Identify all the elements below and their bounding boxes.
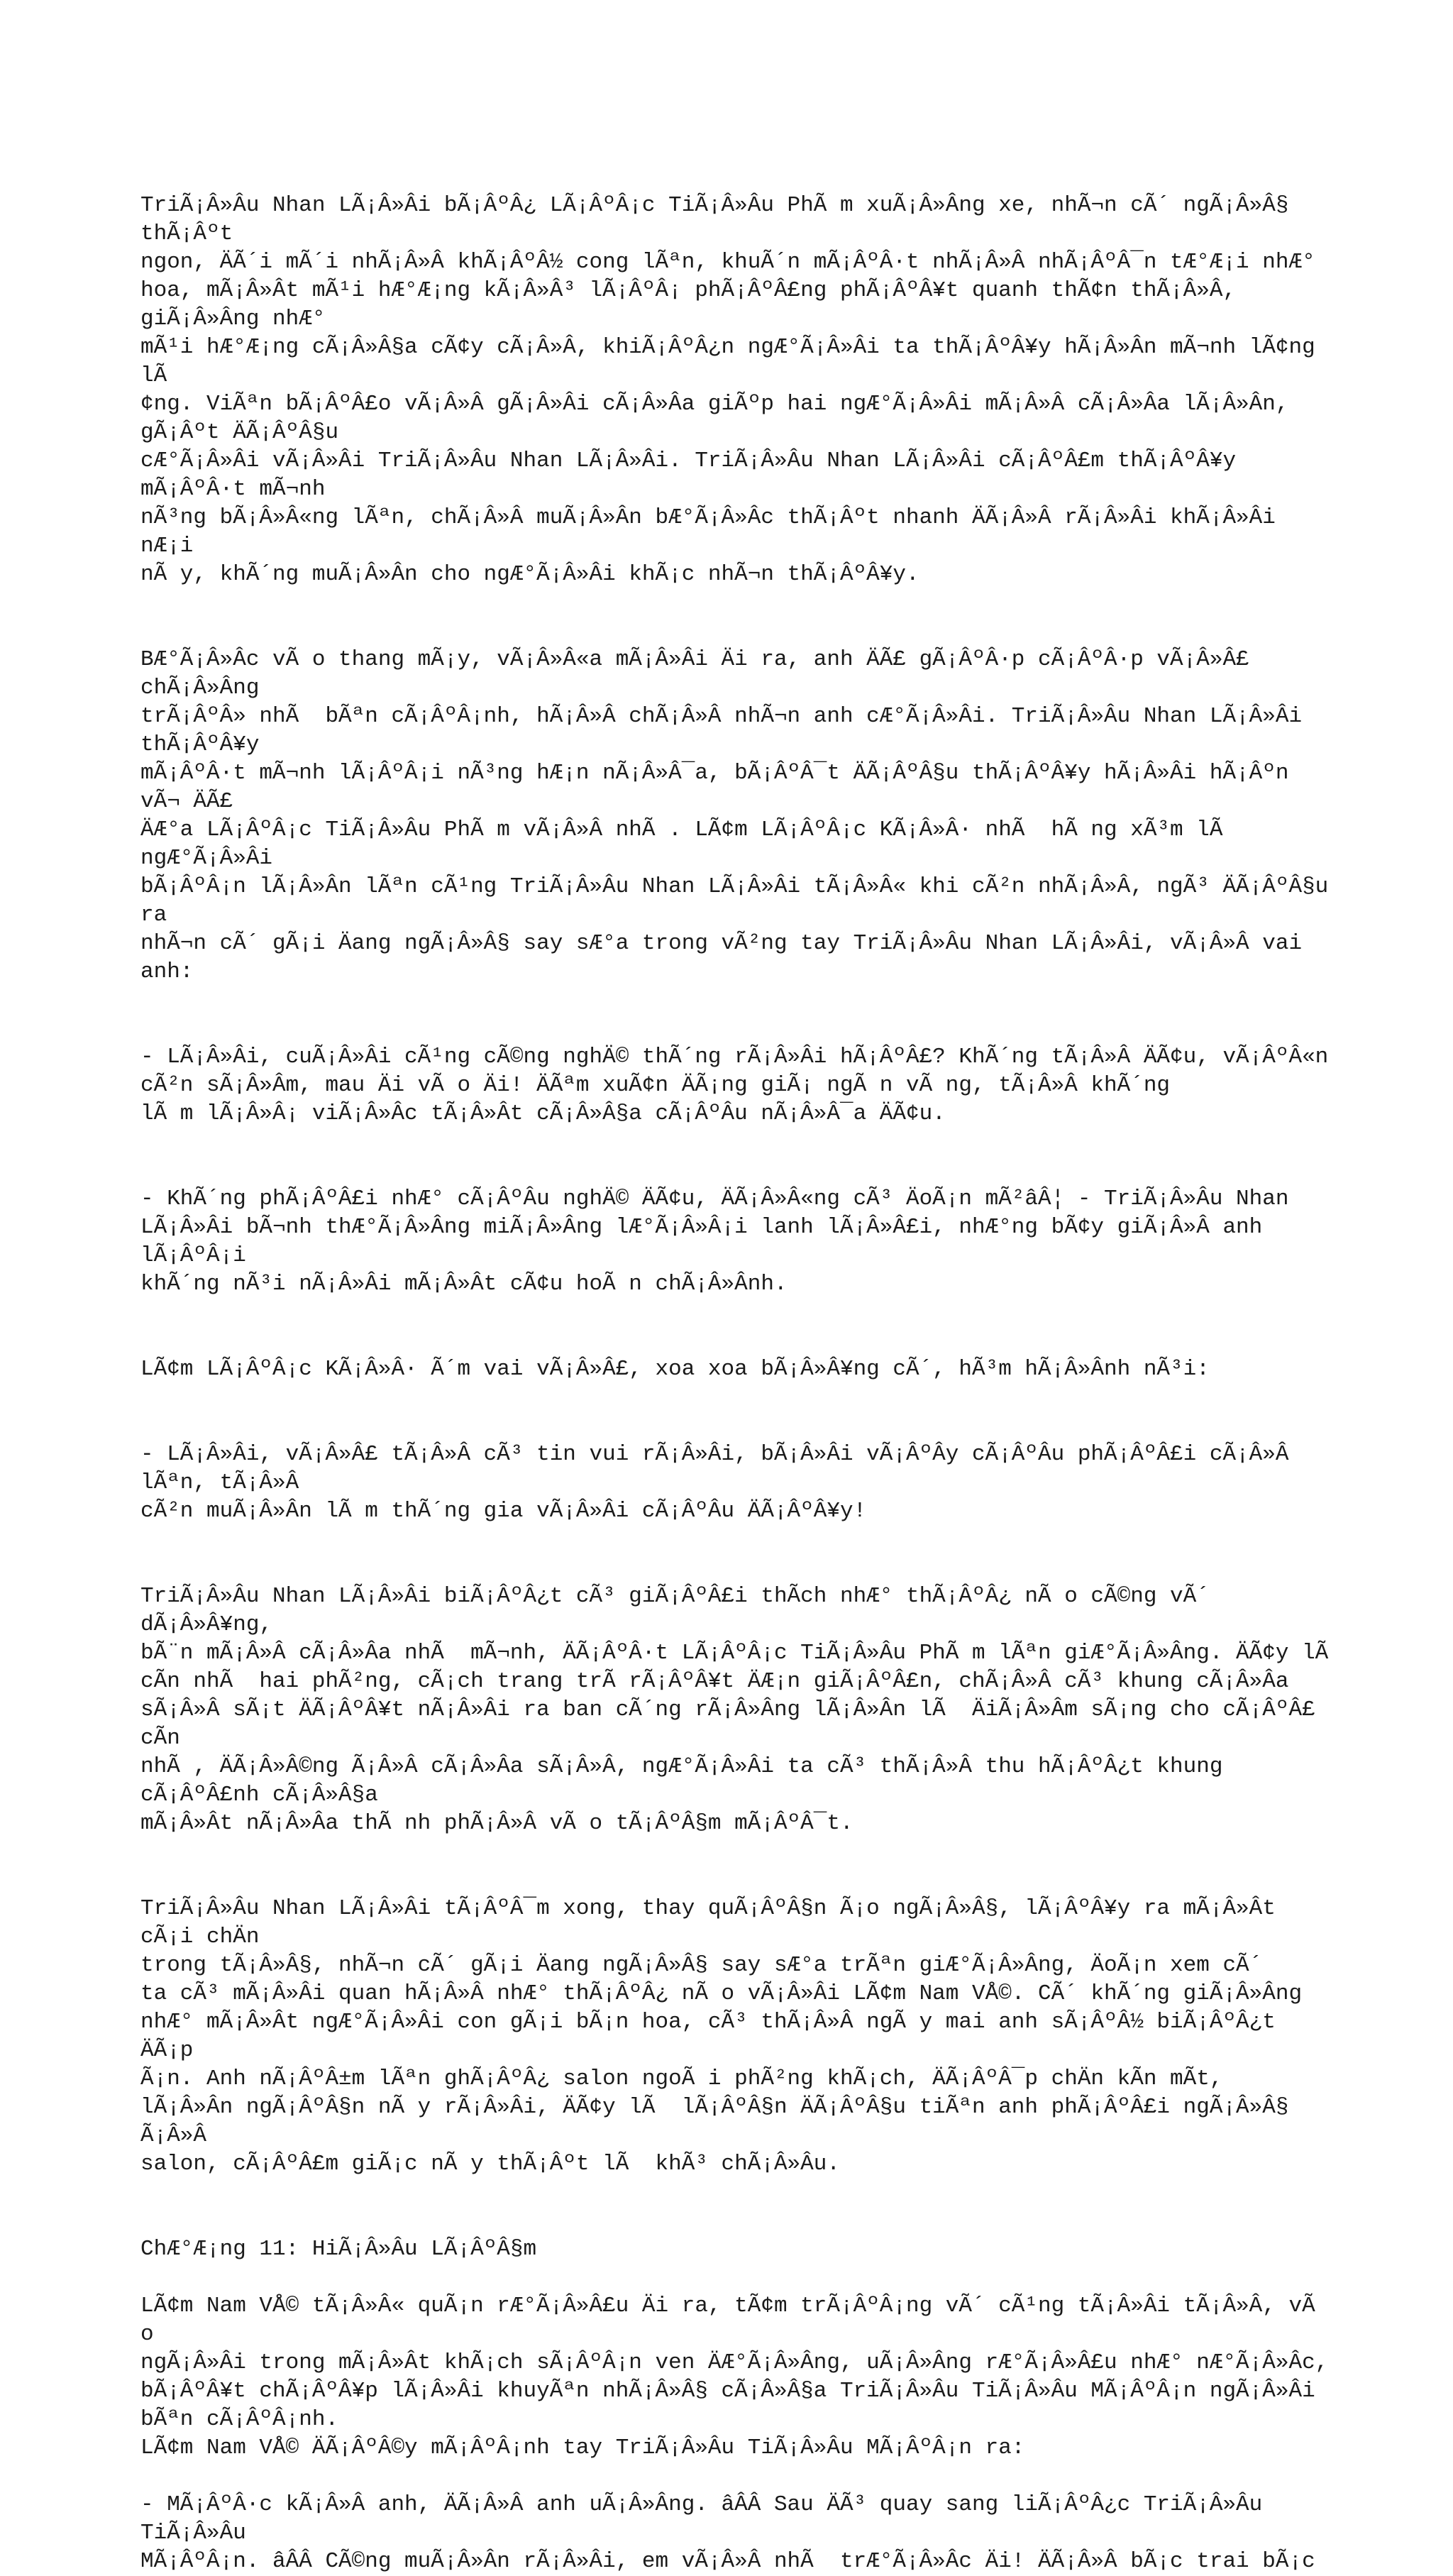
document-page <box>140 192 1332 2576</box>
chapter-heading: ChÆ°Æ¡ng 11: HiÃ¡Â»Âu LÃ¡ÂºÂ§m <box>140 2237 537 2262</box>
paragraph-2: BÆ°Ã¡Â»Âc vÃ o thang mÃ¡y, vÃ¡Â»Â«a mÃ¡Â»Âi Äi ra, anh ÄÃ£ gÃ¡ÂºÂ·p cÃ¡ÂºÂ·p vÃ¡Â»Â£ chÃ¡Â»Âng trÃ¡ÂºÂ» nhÃ bÃªn cÃ¡ÂºÂ¡nh, hÃ¡Â»Â chÃ¡Â»Â nhÃ¬n anh cÆ°Ã¡Â»Âi. TriÃ¡Â»Âu Nhan LÃ¡Â»Âi thÃ¡ÂºÂ¥y mÃ¡ÂºÂ·t mÃ¬nh lÃ¡ÂºÂ¡i nÃ³ng hÆ¡n nÃ¡Â»Â¯a, bÃ¡ÂºÂ¯t ÄÃ¡ÂºÂ§u thÃ¡ÂºÂ¥y hÃ¡Â»Âi hÃ¡Âºn vÃ¬ ÄÃ£ ÄÆ°a LÃ¡ÂºÂ¡c TiÃ¡Â»Âu PhÃ m vÃ¡Â»Â nhÃ . LÃ¢m LÃ¡ÂºÂ¡c KÃ¡Â»Â· nhÃ hÃ ng xÃ³m lÃ ngÆ°Ã¡Â»Âi bÃ¡ÂºÂ¡n lÃ¡Â»Ân lÃªn cÃ¹ng TriÃ¡Â»Âu Nhan LÃ¡Â»Âi tÃ¡Â»Â« khi cÃ²n nhÃ¡Â»Â, ngÃ³ ÄÃ¡ÂºÂ§u ra nhÃ¬n cÃ´ gÃ¡i Äang ngÃ¡Â»Â§ say sÆ°a trong vÃ²ng tay TriÃ¡Â»Âu Nhan LÃ¡Â»Âi, vÃ¡Â»Â vai anh: <box>140 647 1329 984</box>
paragraph-7: TriÃ¡Â»Âu Nhan LÃ¡Â»Âi biÃ¡ÂºÂ¿t cÃ³ giÃ¡ÂºÂ£i thÃch nhÆ° thÃ¡ÂºÂ¿ nÃ o cÃ©ng vÃ´ dÃ¡Â»Â¥ng, bÃ¨n mÃ¡Â»Â cÃ¡Â»Âa nhÃ mÃ¬nh, ÄÃ¡ÂºÂ·t LÃ¡ÂºÂ¡c TiÃ¡Â»Âu PhÃ m lÃªn giÆ°Ã¡Â»Âng. ÄÃ¢y lÃ cÃn nhÃ hai phÃ²ng, cÃ¡ch trang trÃ rÃ¡ÂºÂ¥t ÄÆ¡n giÃ¡ÂºÂ£n, chÃ¡Â»Â cÃ³ khung cÃ¡Â»Âa sÃ¡Â»Â sÃ¡t ÄÃ¡ÂºÂ¥t nÃ¡Â»Âi ra ban cÃ´ng rÃ¡Â»Âng lÃ¡Â»Ân lÃ ÄiÃ¡Â»Âm sÃ¡ng cho cÃ¡ÂºÂ£ cÃn nhÃ , ÄÃ¡Â»Â©ng Ã¡Â»Â cÃ¡Â»Âa sÃ¡Â»Â, ngÆ°Ã¡Â»Âi ta cÃ³ thÃ¡Â»Â thu hÃ¡ÂºÂ¿t khung cÃ¡ÂºÂ£nh cÃ¡Â»Â§a mÃ¡Â»Ât nÃ¡Â»Âa thÃ nh phÃ¡Â»Â vÃ o tÃ¡ÂºÂ§m mÃ¡ÂºÂ¯t. <box>140 1584 1329 1836</box>
paragraph-9: LÃ¢m Nam VÅ© tÃ¡Â»Â« quÃ¡n rÆ°Ã¡Â»Â£u Äi ra, tÃ¢m trÃ¡ÂºÂ¡ng vÃ´ cÃ¹ng tÃ¡Â»Âi tÃ¡Â»Â, vÃ o ngÃ¡Â»Âi trong mÃ¡Â»Ât khÃ¡ch sÃ¡ÂºÂ¡n ven ÄÆ°Ã¡Â»Âng, uÃ¡Â»Âng rÆ°Ã¡Â»Â£u nhÆ° nÆ°Ã¡Â»Âc, bÃ¡ÂºÂ¥t chÃ¡ÂºÂ¥p lÃ¡Â»Âi khuyÃªn nhÃ¡Â»Â§ cÃ¡Â»Â§a TriÃ¡Â»Âu TiÃ¡Â»Âu MÃ¡ÂºÂ¡n ngÃ¡Â»Âi bÃªn cÃ¡ÂºÂ¡nh. LÃ¢m Nam VÅ© ÄÃ¡ÂºÂ©y mÃ¡ÂºÂ¡nh tay TriÃ¡Â»Âu TiÃ¡Â»Âu MÃ¡ÂºÂ¡n ra: <box>140 2294 1329 2460</box>
paragraph-1: TriÃ¡Â»Âu Nhan LÃ¡Â»Âi bÃ¡ÂºÂ¿ LÃ¡ÂºÂ¡c TiÃ¡Â»Âu PhÃ m xuÃ¡Â»Âng xe, nhÃ¬n cÃ´ ngÃ¡Â»Â§ thÃ¡Âºt ngon, ÄÃ´i mÃ´i nhÃ¡Â»Â khÃ¡ÂºÂ½ cong lÃªn, khuÃ´n mÃ¡ÂºÂ·t nhÃ¡Â»Â nhÃ¡ÂºÂ¯n tÆ°Æ¡i nhÆ° hoa, mÃ¡Â»Ât mÃ¹i hÆ°Æ¡ng kÃ¡Â»Â³ lÃ¡ÂºÂ¡ phÃ¡ÂºÂ£ng phÃ¡ÂºÂ¥t quanh thÃ¢n thÃ¡Â»Â, giÃ¡Â»Âng nhÆ° mÃ¹i hÆ°Æ¡ng cÃ¡Â»Â§a cÃ¢y cÃ¡Â»Â, khiÃ¡ÂºÂ¿n ngÆ°Ã¡Â»Âi ta thÃ¡ÂºÂ¥y hÃ¡Â»Ân mÃ¬nh lÃ¢ng lÃ ¢ng. ViÃªn bÃ¡ÂºÂ£o vÃ¡Â»Â gÃ¡Â»Âi cÃ¡Â»Âa giÃºp hai ngÆ°Ã¡Â»Âi mÃ¡Â»Â cÃ¡Â»Âa lÃ¡Â»Ân, gÃ¡Âºt ÄÃ¡ÂºÂ§u cÆ°Ã¡Â»Âi vÃ¡Â»Âi TriÃ¡Â»Âu Nhan LÃ¡Â»Âi. TriÃ¡Â»Âu Nhan LÃ¡Â»Âi cÃ¡ÂºÂ£m thÃ¡ÂºÂ¥y mÃ¡ÂºÂ·t mÃ¬nh nÃ³ng bÃ¡Â»Â«ng lÃªn, chÃ¡Â»Â muÃ¡Â»Ân bÆ°Ã¡Â»Âc thÃ¡Âºt nhanh ÄÃ¡Â»Â rÃ¡Â»Âi khÃ¡Â»Âi nÆ¡i nÃ y, khÃ´ng muÃ¡Â»Ân cho ngÆ°Ã¡Â»Âi khÃ¡c nhÃ¬n thÃ¡ÂºÂ¥y. <box>140 193 1315 587</box>
paragraph-4: - KhÃ´ng phÃ¡ÂºÂ£i nhÆ° cÃ¡ÂºÂu nghÄ© ÄÃ¢u, ÄÃ¡Â»Â«ng cÃ³ ÄoÃ¡n mÃ²âÂ¦ - TriÃ¡Â»Âu Nhan LÃ¡Â»Âi bÃ¬nh thÆ°Ã¡Â»Âng miÃ¡Â»Âng lÆ°Ã¡Â»Â¡i lanh lÃ¡Â»Â£i, nhÆ°ng bÃ¢y giÃ¡Â»Â anh lÃ¡ÂºÂ¡i khÃ´ng nÃ³i nÃ¡Â»Âi mÃ¡Â»Ât cÃ¢u hoÃ n chÃ¡Â»Ânh. <box>140 1187 1289 1297</box>
paragraph-8: TriÃ¡Â»Âu Nhan LÃ¡Â»Âi tÃ¡ÂºÂ¯m xong, thay quÃ¡ÂºÂ§n Ã¡o ngÃ¡Â»Â§, lÃ¡ÂºÂ¥y ra mÃ¡Â»Ât cÃ¡i chÄn trong tÃ¡Â»Â§, nhÃ¬n cÃ´ gÃ¡i Äang ngÃ¡Â»Â§ say sÆ°a trÃªn giÆ°Ã¡Â»Âng, ÄoÃ¡n xem cÃ´ ta cÃ³ mÃ¡Â»Âi quan hÃ¡Â»Â nhÆ° thÃ¡ÂºÂ¿ nÃ o vÃ¡Â»Âi LÃ¢m Nam VÅ©. CÃ´ khÃ´ng giÃ¡Â»Âng nhÆ° mÃ¡Â»Ât ngÆ°Ã¡Â»Âi con gÃ¡i bÃ¡n hoa, cÃ³ thÃ¡Â»Â ngÃ y mai anh sÃ¡ÂºÂ½ biÃ¡ÂºÂ¿t ÄÃ¡p Ã¡n. Anh nÃ¡ÂºÂ±m lÃªn ghÃ¡ÂºÂ¿ salon ngoÃ i phÃ²ng khÃ¡ch, ÄÃ¡ÂºÂ¯p chÄn kÃn mÃt, lÃ¡Â»Ân ngÃ¡ÂºÂ§n nÃ y rÃ¡Â»Âi, ÄÃ¢y lÃ lÃ¡ÂºÂ§n ÄÃ¡ÂºÂ§u tiÃªn anh phÃ¡ÂºÂ£i ngÃ¡Â»Â§ Ã¡Â»Â salon, cÃ¡ÂºÂ£m giÃ¡c nÃ y thÃ¡Âºt lÃ khÃ³ chÃ¡Â»Âu. <box>140 1896 1303 2176</box>
paragraph-10: - MÃ¡ÂºÂ·c kÃ¡Â»Â anh, ÄÃ¡Â»Â anh uÃ¡Â»Âng. âÂÂ Sau ÄÃ³ quay sang liÃ¡ÂºÂ¿c TriÃ¡Â»Âu TiÃ¡Â»Âu MÃ¡ÂºÂ¡n. âÂÂ CÃ©ng muÃ¡Â»Ân rÃ¡Â»Âi, em vÃ¡Â»Â nhÃ trÆ°Ã¡Â»Âc Äi! ÄÃ¡Â»Â bÃ¡c trai bÃ¡c <box>140 2492 1315 2574</box>
paragraph-5: LÃ¢m LÃ¡ÂºÂ¡c KÃ¡Â»Â· Ã´m vai vÃ¡Â»Â£, xoa xoa bÃ¡Â»Â¥ng cÃ´, hÃ³m hÃ¡Â»Ânh nÃ³i: <box>140 1357 1210 1382</box>
paragraph-6: - LÃ¡Â»Âi, vÃ¡Â»Â£ tÃ¡Â»Â cÃ³ tin vui rÃ¡Â»Âi, bÃ¡Â»Âi vÃ¡ÂºÂy cÃ¡ÂºÂu phÃ¡ÂºÂ£i cÃ¡Â»Â lÃªn, tÃ¡Â»Â cÃ²n muÃ¡Â»Ân lÃ m thÃ´ng gia vÃ¡Â»Âi cÃ¡ÂºÂu ÄÃ¡ÂºÂ¥y! <box>140 1442 1289 1524</box>
paragraph-3: - LÃ¡Â»Âi, cuÃ¡Â»Âi cÃ¹ng cÃ©ng nghÄ© thÃ´ng rÃ¡Â»Âi hÃ¡ÂºÂ£? KhÃ´ng tÃ¡Â»Â ÄÃ¢u, vÃ¡ÂºÂ«n cÃ²n sÃ¡Â»Âm, mau Äi vÃ o Äi! ÄÃªm xuÃ¢n ÄÃ¡ng giÃ¡ ngÃ n vÃ ng, tÃ¡Â»Â khÃ´ng lÃ m lÃ¡Â»Â¡ viÃ¡Â»Âc tÃ¡Â»Ât cÃ¡Â»Â§a cÃ¡ÂºÂu nÃ¡Â»Â¯a ÄÃ¢u. <box>140 1045 1329 1126</box>
